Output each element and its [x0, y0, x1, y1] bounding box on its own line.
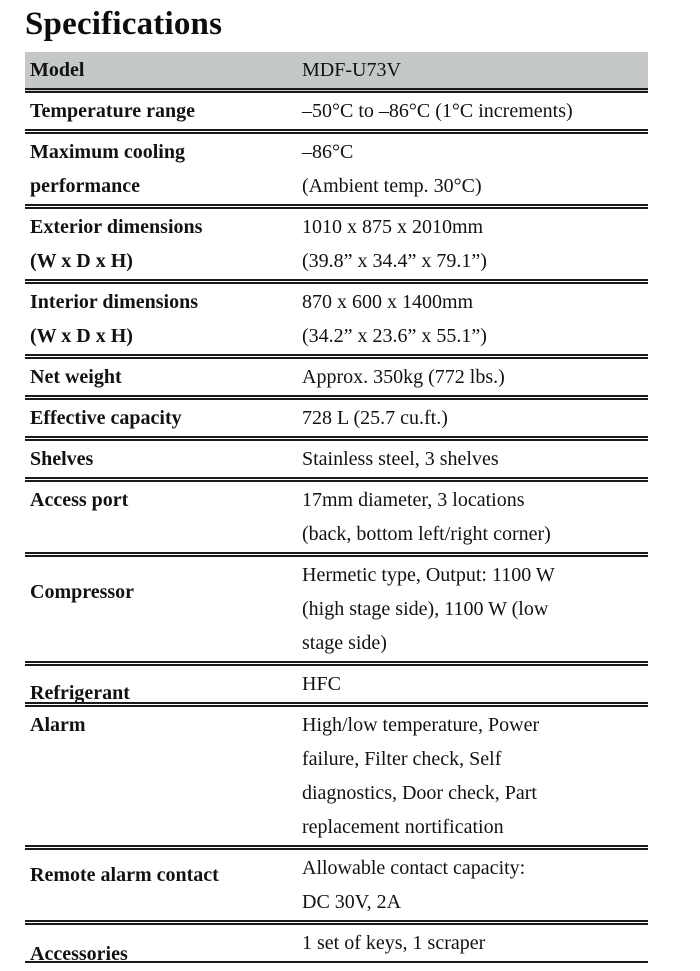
spec-value-cell	[302, 482, 648, 552]
spec-row	[25, 482, 648, 557]
spec-row	[25, 93, 648, 134]
spec-value-cell	[302, 209, 648, 279]
spec-label-line: Temperature range	[30, 100, 195, 122]
spec-value-line: stage side)	[302, 632, 387, 654]
spec-label-cell	[25, 134, 302, 204]
spec-value-line: diagnostics, Door check, Part	[302, 782, 537, 804]
spec-value-line: 1 set of keys, 1 scraper	[302, 932, 486, 954]
spec-value-cell	[302, 284, 648, 354]
spec-label-line: Exterior dimensions	[30, 216, 203, 238]
spec-label-cell	[25, 857, 302, 927]
spec-value-line: Hermetic type, Output: 1100 W	[302, 564, 555, 586]
spec-value-line: 728 L (25.7 cu.ft.)	[302, 407, 448, 429]
spec-value-cell	[302, 925, 648, 961]
spec-row	[25, 209, 648, 284]
spec-value-line: failure, Filter check, Self	[302, 748, 502, 770]
spec-value-line: 17mm diameter, 3 locations	[302, 489, 525, 511]
spec-row	[25, 925, 648, 963]
spec-label-line: Accessories	[30, 943, 128, 965]
specifications-page	[0, 6, 700, 971]
spec-value-line: (back, bottom left/right corner)	[302, 523, 551, 545]
spec-value-line: 870 x 600 x 1400mm	[302, 291, 474, 313]
page-title: Specifications	[25, 6, 223, 42]
spec-value-cell	[302, 441, 648, 477]
spec-row	[25, 400, 648, 441]
spec-value-cell	[302, 666, 648, 702]
spec-row	[25, 359, 648, 400]
spec-value-line: –86°C	[302, 141, 354, 163]
spec-row	[25, 134, 648, 209]
spec-table	[25, 52, 648, 963]
spec-value-cell	[302, 93, 648, 129]
spec-label-cell	[25, 574, 302, 678]
spec-label-line: performance	[30, 175, 140, 197]
spec-row	[25, 557, 648, 666]
spec-rows	[25, 93, 648, 963]
spec-row	[25, 284, 648, 359]
spec-label-cell	[25, 400, 302, 436]
spec-value-line: –50°C to –86°C (1°C increments)	[302, 100, 573, 122]
spec-label-line: (W x D x H)	[30, 325, 133, 347]
spec-label-line: Interior dimensions	[30, 291, 198, 313]
spec-label-cell	[25, 675, 302, 711]
spec-label-line: Compressor	[30, 581, 135, 603]
spec-value-line: replacement nortification	[302, 816, 504, 838]
spec-label-line: Access port	[30, 489, 129, 511]
spec-value-line: HFC	[302, 673, 341, 695]
spec-value-line: (34.2” x 23.6” x 55.1”)	[302, 325, 487, 347]
spec-row	[25, 850, 648, 925]
spec-value-line: (39.8” x 34.4” x 79.1”)	[302, 250, 487, 272]
spec-value-line: (Ambient temp. 30°C)	[302, 175, 482, 197]
spec-label-cell	[25, 93, 302, 129]
spec-label-cell	[25, 284, 302, 354]
spec-label-cell	[25, 707, 302, 845]
spec-label-line: (W x D x H)	[30, 250, 133, 272]
spec-value-cell	[302, 134, 648, 204]
table-header-row	[25, 52, 648, 93]
spec-label-cell	[25, 209, 302, 279]
spec-label-cell	[25, 482, 302, 552]
header-model-value: MDF-U73V	[302, 59, 401, 81]
spec-value-cell	[302, 707, 648, 845]
spec-label-cell	[25, 936, 302, 971]
spec-label-line: Alarm	[30, 714, 86, 736]
spec-value-cell	[302, 359, 648, 395]
spec-value-line: (high stage side), 1100 W (low	[302, 598, 549, 620]
spec-label-line: Maximum cooling	[30, 141, 185, 163]
spec-value-line: Stainless steel, 3 shelves	[302, 448, 499, 470]
spec-label-line: Refrigerant	[30, 682, 130, 704]
spec-value-line: DC 30V, 2A	[302, 891, 402, 913]
spec-label-line: Net weight	[30, 366, 122, 388]
spec-label-line: Remote alarm contact	[30, 864, 219, 886]
spec-row	[25, 441, 648, 482]
spec-value-line: Allowable contact capacity:	[302, 857, 526, 879]
spec-label-line: Shelves	[30, 448, 94, 470]
spec-label-cell	[25, 441, 302, 477]
spec-value-cell	[302, 557, 648, 661]
spec-value-cell	[302, 850, 648, 920]
spec-value-line: 1010 x 875 x 2010mm	[302, 216, 484, 238]
spec-row	[25, 707, 648, 850]
spec-value-line: Approx. 350kg (772 lbs.)	[302, 366, 505, 388]
spec-value-line: High/low temperature, Power	[302, 714, 540, 736]
spec-label-line: Effective capacity	[30, 407, 182, 429]
spec-label-cell	[25, 359, 302, 395]
header-model-label: Model	[30, 59, 85, 81]
spec-value-cell	[302, 400, 648, 436]
